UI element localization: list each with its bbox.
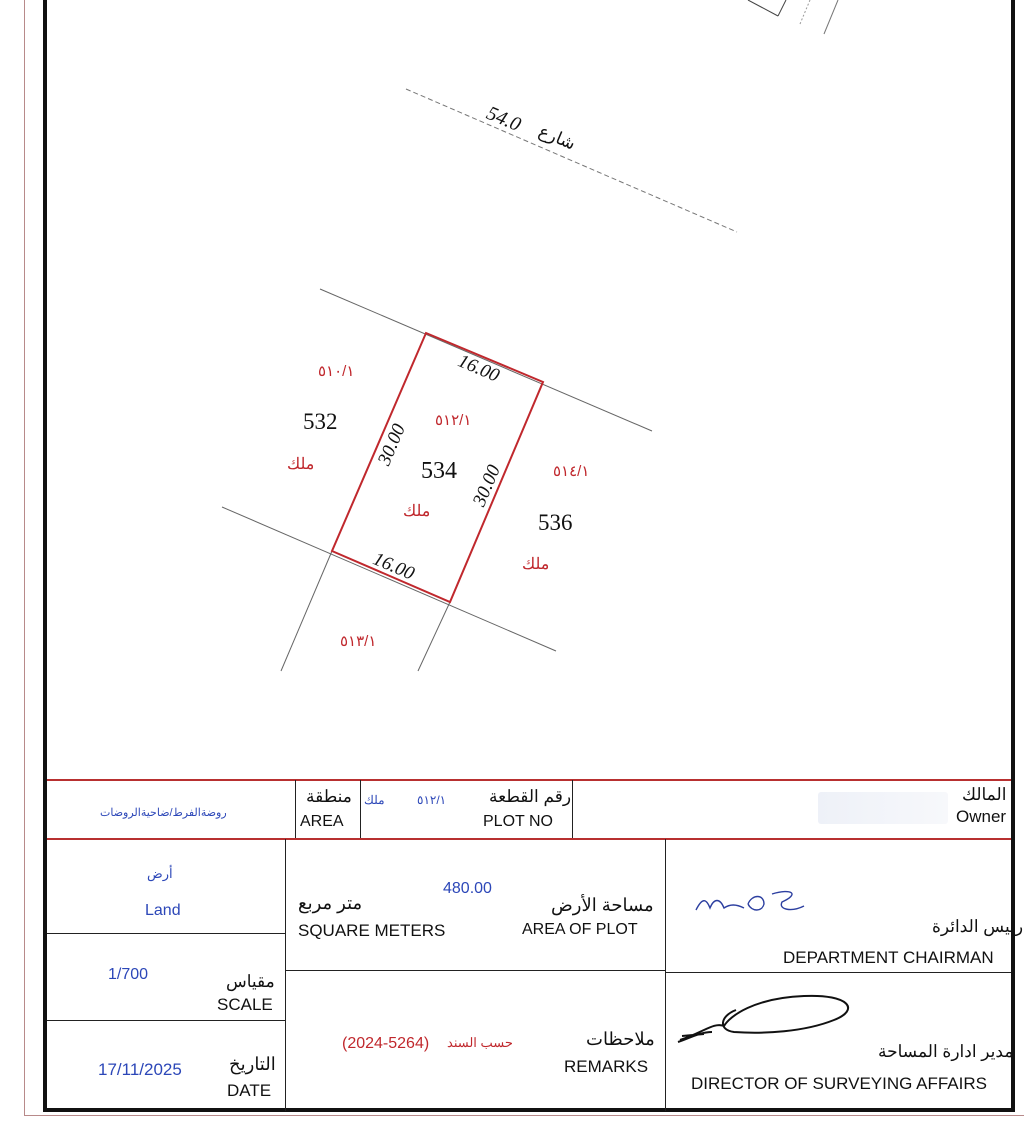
scale-value: 1/700 xyxy=(108,966,149,983)
boundary-line-se xyxy=(418,602,450,671)
neighbor-subdivision: ٥١٣/١ xyxy=(340,633,377,650)
chairman-signature xyxy=(690,880,810,920)
neighbor-subdivision: ٥١٤/١ xyxy=(553,463,590,480)
remarks-label-en: REMARKS xyxy=(564,1057,649,1076)
scale-label-en: SCALE xyxy=(217,995,273,1014)
date-label-en: DATE xyxy=(227,1081,272,1100)
divider xyxy=(285,970,665,971)
boundary-line-sw xyxy=(281,551,332,671)
unit-ar: متر مربع xyxy=(298,893,363,913)
dept-chairman-en: DEPARTMENT CHAIRMAN xyxy=(783,948,994,967)
dim-right-label: 30.00 xyxy=(468,462,505,510)
header-bottom-line xyxy=(47,838,1011,840)
map-fragment-line xyxy=(824,0,838,34)
director-en: DIRECTOR OF SURVEYING AFFAIRS xyxy=(691,1074,987,1093)
area-label-en: AREA xyxy=(300,813,344,830)
divider xyxy=(295,780,296,838)
boundary-line-south xyxy=(222,507,556,651)
header-plot-ownership: ملك xyxy=(364,793,385,807)
owner-label-en: Owner xyxy=(956,807,1007,826)
neighbor-subdivision: ٥١٠/١ xyxy=(318,363,355,380)
date-label-ar: التاريخ xyxy=(229,1054,276,1074)
owner-label-ar: المالك xyxy=(962,785,1007,804)
remarks-prefix: حسب السند xyxy=(447,1035,513,1050)
dept-chairman-ar: رئيس الدائرة xyxy=(932,917,1024,936)
map-fragment-line xyxy=(778,0,786,16)
divider xyxy=(665,839,666,1111)
director-ar: مدير ادارة المساحة xyxy=(878,1042,1014,1061)
street-width-label: 54.0 xyxy=(483,102,525,137)
area-value: روضةالفرط/ضاحيةالروضات xyxy=(100,807,227,819)
divider xyxy=(360,780,361,838)
land-type-en: Land xyxy=(145,902,181,919)
area-of-plot-label-ar: مساحة الأرض xyxy=(551,895,654,915)
dim-left-label: 30.00 xyxy=(373,421,410,469)
plot-ownership: ملك xyxy=(403,503,431,520)
street-name-label: شارع xyxy=(535,121,579,154)
map-fragment-line xyxy=(748,0,778,16)
dim-bottom-label: 16.00 xyxy=(369,548,418,585)
dim-top-label: 16.00 xyxy=(454,350,503,387)
date-value: 17/11/2025 xyxy=(98,1060,182,1079)
land-type-ar: أرض xyxy=(147,866,173,881)
remarks-label-ar: ملاحظات xyxy=(586,1029,655,1049)
map-fragment-line xyxy=(800,0,810,24)
director-signature xyxy=(674,992,864,1052)
plot-subdivision: ٥١٢/١ xyxy=(435,412,472,429)
neighbor-number: 532 xyxy=(303,409,338,434)
neighbor-number: 536 xyxy=(538,510,573,535)
divider xyxy=(572,780,573,838)
neighbor-ownership: ملك xyxy=(522,556,550,573)
redacted-owner-name xyxy=(818,792,948,824)
street-line xyxy=(406,89,737,232)
area-of-plot-label-en: AREA OF PLOT xyxy=(522,921,638,938)
divider xyxy=(285,839,286,1111)
page-edge-bottom xyxy=(24,1115,1024,1116)
area-of-plot-value: 480.00 xyxy=(443,880,492,897)
divider xyxy=(47,1020,285,1021)
plot-no-value: ٥١٢/١ xyxy=(417,793,447,807)
neighbor-ownership: ملك xyxy=(287,456,315,473)
area-label-ar: منطقة xyxy=(306,787,352,806)
plot-no-label-ar: رقم القطعة xyxy=(489,787,572,806)
divider xyxy=(665,972,1011,973)
plot-number: 534 xyxy=(421,458,457,484)
scale-label-ar: مقياس xyxy=(226,972,275,991)
remarks-ref: (2024-5264) xyxy=(342,1035,430,1052)
unit-en: SQUARE METERS xyxy=(298,921,446,940)
plot-no-label-en: PLOT NO xyxy=(483,813,553,830)
divider xyxy=(47,933,285,934)
header-top-line xyxy=(47,779,1011,781)
